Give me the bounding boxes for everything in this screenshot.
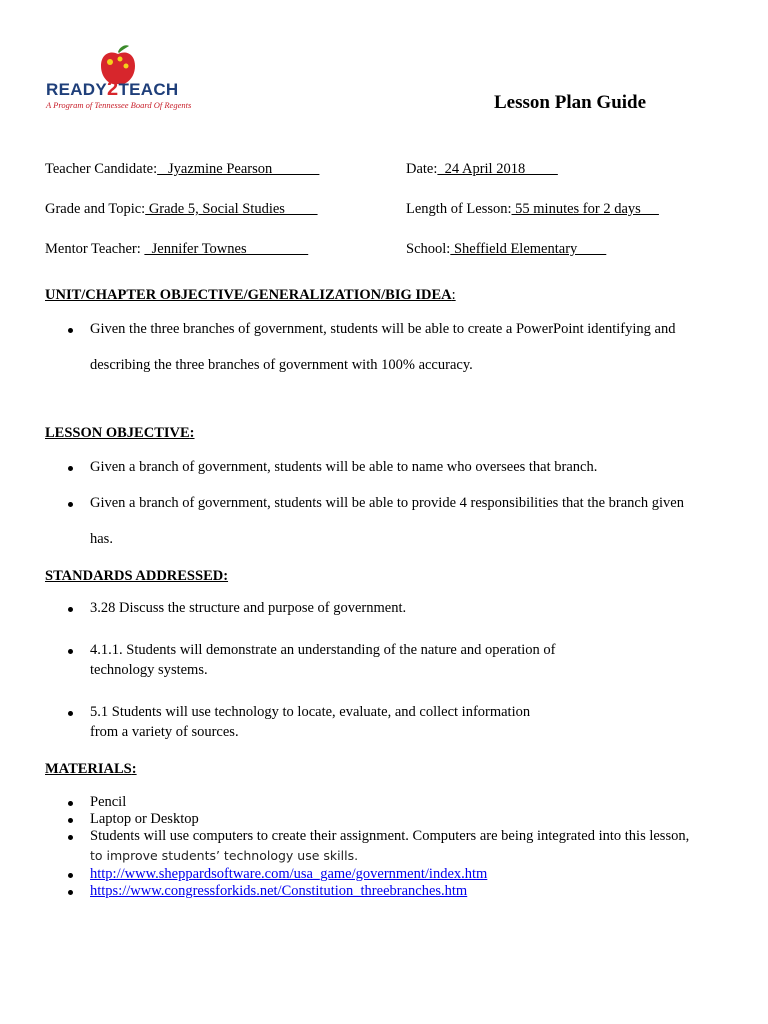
- material-computers-line-1: Students will use computers to create their assignment. Computers are being integrated into this lesson,: [90, 828, 690, 844]
- ready2teach-logo: [44, 44, 194, 114]
- lesson-length-value: 55 minutes for 2 days: [511, 201, 659, 217]
- unit-objective-heading: UNIT/CHAPTER OBJECTIVE/GENERALIZATION/BIG IDEA:: [45, 287, 456, 303]
- date-field: [406, 161, 558, 178]
- lesson-length-field: [406, 201, 659, 218]
- standard-3-line-1: 5.1 Students will use technology to locate, evaluate, and collect information: [90, 704, 531, 720]
- school-label: School:: [406, 241, 451, 257]
- lesson-objective-heading: LESSON OBJECTIVE:: [45, 425, 195, 441]
- sheppard-software-link[interactable]: http://www.sheppardsoftware.com/usa_game/government/index.htm: [90, 866, 488, 882]
- grade-topic-value: Grade 5, Social Studies: [145, 201, 318, 217]
- material-laptop: Laptop or Desktop: [90, 811, 199, 827]
- mentor-teacher-label: Mentor Teacher:: [45, 241, 145, 257]
- material-pencil: Pencil: [90, 794, 127, 810]
- bullet-icon: [68, 466, 73, 471]
- grade-topic-label: Grade and Topic:: [45, 201, 146, 217]
- standard-1: 3.28 Discuss the structure and purpose of government.: [90, 600, 407, 616]
- bullet-icon: [68, 328, 73, 333]
- mentor-teacher-field: [45, 241, 308, 258]
- lesson-objective-2-line-2: has.: [90, 531, 113, 547]
- bullet-icon: [68, 890, 73, 895]
- logo-tagline: A Program of Tennessee Board Of Regents: [46, 100, 192, 110]
- bullet-icon: [68, 502, 73, 507]
- standard-2-line-2: technology systems.: [90, 662, 208, 678]
- grade-topic-field: [45, 201, 318, 218]
- logo-wordmark: READY2TEACH: [46, 78, 179, 100]
- school-field: [406, 241, 606, 258]
- date-value: 24 April 2018: [437, 161, 558, 177]
- bullet-icon: [68, 711, 73, 716]
- teacher-candidate-field: [45, 161, 319, 178]
- standard-3-line-2: from a variety of sources.: [90, 724, 239, 740]
- date-label: Date:: [406, 161, 438, 177]
- school-value: Sheffield Elementary: [450, 241, 607, 257]
- standard-2-line-1: 4.1.1. Students will demonstrate an understanding of the nature and operation of: [90, 642, 556, 658]
- bullet-icon: [68, 873, 73, 878]
- congress-for-kids-link[interactable]: https://www.congressforkids.net/Constitution_threebranches.htm: [90, 883, 468, 899]
- lesson-objective-1: Given a branch of government, students will be able to name who oversees that branch.: [90, 459, 598, 475]
- lesson-length-label: Length of Lesson:: [406, 201, 512, 217]
- unit-objective-line-1: Given the three branches of government, students will be able to create a PowerPoint identifying and: [90, 321, 676, 337]
- unit-objective-line-2: describing the three branches of government with 100% accuracy.: [90, 357, 473, 373]
- bullet-icon: [68, 818, 73, 823]
- page-title: Lesson Plan Guide: [494, 92, 647, 113]
- bullet-icon: [68, 835, 73, 840]
- standards-heading: STANDARDS ADDRESSED:: [45, 568, 229, 584]
- bullet-icon: [68, 649, 73, 654]
- material-link-2-wrap: [90, 883, 467, 900]
- teacher-candidate-value: Jyazmine Pearson: [157, 161, 320, 177]
- material-link-1-wrap: [90, 866, 487, 883]
- lesson-objective-2-line-1: Given a branch of government, students will be able to provide 4 responsibilities that the branch given: [90, 495, 684, 511]
- bullet-icon: [68, 801, 73, 806]
- material-computers-line-2: to improve students’ technology use skills.: [90, 848, 359, 863]
- mentor-teacher-value: Jennifer Townes: [144, 241, 309, 257]
- materials-heading: MATERIALS:: [45, 761, 137, 777]
- bullet-icon: [68, 607, 73, 612]
- teacher-candidate-label: Teacher Candidate:: [45, 161, 158, 177]
